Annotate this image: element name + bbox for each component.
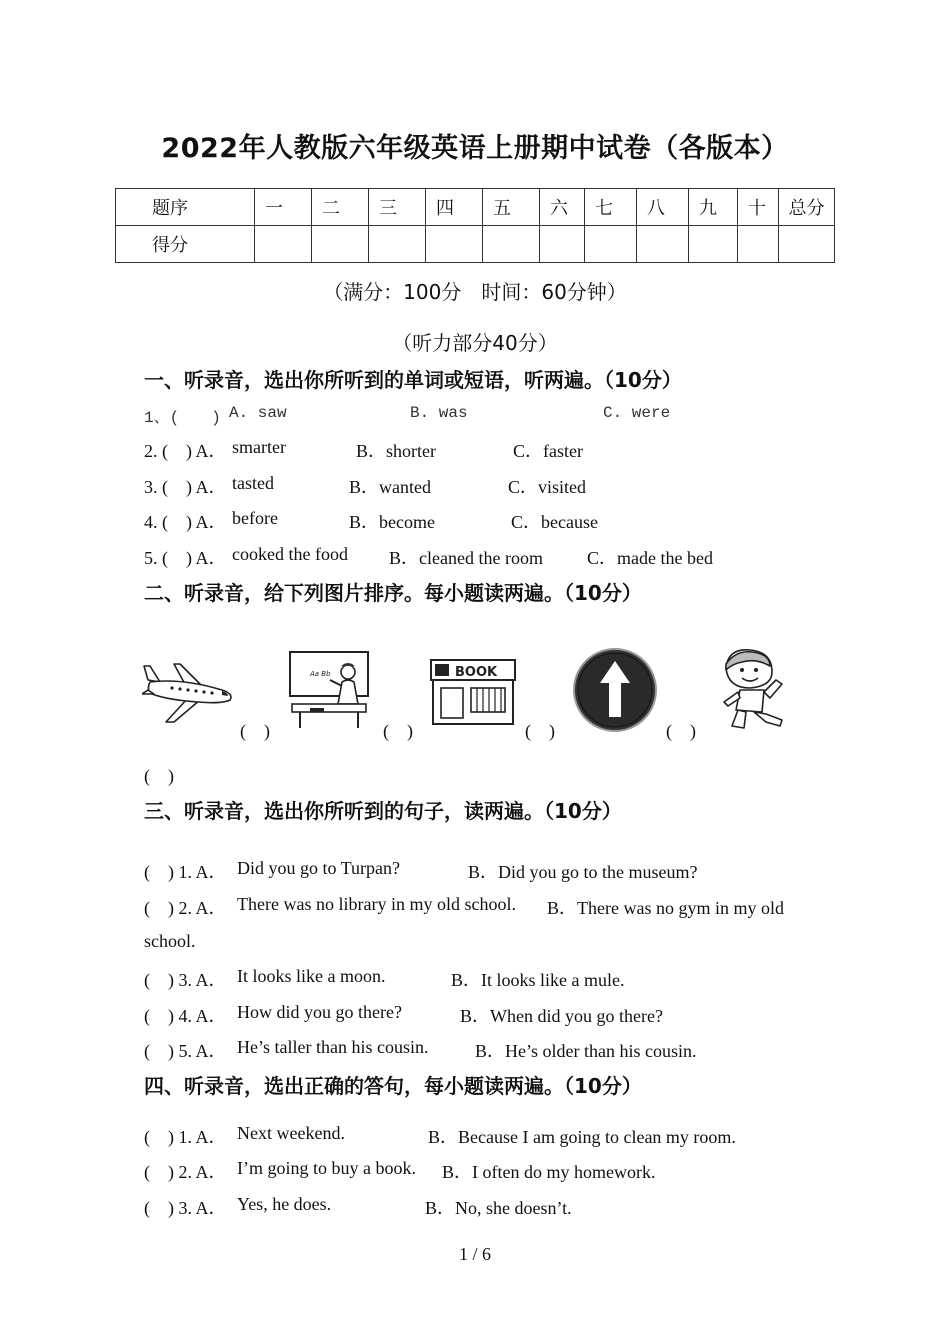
airplane-picture [142, 660, 236, 726]
score-table-score-row [116, 226, 835, 263]
score-cell[interactable] [255, 226, 312, 263]
section3-heading: 三、听录音，选出你所听到的句子，读两遍。（10分） [144, 799, 622, 823]
option-b: B．become [349, 512, 435, 532]
option-a: How did you go there? [237, 1002, 402, 1022]
table-cell: 九 [689, 189, 738, 226]
question-number: ( ) 2. A． [144, 1162, 227, 1182]
option-a: cooked the food [232, 544, 348, 564]
page-title: 2022年人教版六年级英语上册期中试卷（各版本） [161, 133, 789, 164]
option-b: B．It looks like a mule. [451, 970, 625, 990]
option-b: B．There was no gym in my old [547, 898, 784, 918]
score-table-header-row [116, 189, 835, 226]
waving-boy-picture [716, 646, 798, 732]
option-b: B．Because I am going to clean my room. [428, 1127, 736, 1147]
score-cell[interactable] [312, 226, 369, 263]
score-table [115, 188, 835, 263]
option-c: C．because [511, 512, 598, 532]
option-b: B．I often do my homework. [442, 1162, 656, 1182]
section1-heading: 一、听录音，选出你所听到的单词或短语，听两遍。（10分） [144, 368, 682, 392]
option-a: Next weekend. [237, 1123, 345, 1143]
question-number: ( ) 3. A． [144, 970, 227, 990]
question-number: 2. ( ) A． [144, 441, 227, 461]
table-cell: 四 [426, 189, 483, 226]
page-number: 1 / 6 [458, 1244, 491, 1264]
question-number: ( ) 1. A． [144, 862, 227, 882]
option-b: B. was [410, 404, 468, 422]
question-number: ( ) 5. A． [144, 1041, 227, 1061]
option-a: Yes, he does. [237, 1194, 332, 1214]
question-number: ( ) 1. A． [144, 1127, 227, 1147]
option-a: I’m going to buy a book. [237, 1158, 416, 1178]
score-cell[interactable] [369, 226, 426, 263]
table-cell: 三 [369, 189, 426, 226]
table-cell: 得分 [116, 226, 255, 263]
table-cell: 六 [540, 189, 585, 226]
table-cell: 一 [255, 189, 312, 226]
table-cell: 题序 [116, 189, 255, 226]
option-a: before [232, 508, 278, 528]
question-number: 3. ( ) A． [144, 477, 227, 497]
section4-heading: 四、听录音，选出正确的答句，每小题读两遍。（10分） [144, 1074, 642, 1098]
option-a: Did you go to Turpan? [237, 858, 401, 878]
option-b: B．Did you go to the museum? [468, 862, 698, 882]
question-number: ( ) 4. A． [144, 1006, 227, 1026]
answer-blank[interactable]: ( ) [666, 721, 696, 741]
option-a: smarter [232, 437, 286, 457]
score-cell[interactable] [426, 226, 483, 263]
option-a: It looks like a moon. [237, 966, 386, 986]
score-cell[interactable] [779, 226, 835, 263]
option-a: tasted [232, 473, 274, 493]
score-time-info: （满分：100分 时间：60分钟） [323, 280, 627, 304]
option-a: He’s taller than his cousin. [237, 1037, 429, 1057]
table-cell: 十 [738, 189, 779, 226]
question-number: 4. ( ) A． [144, 512, 227, 532]
book-sign: BOOK [455, 665, 498, 680]
answer-blank[interactable]: ( ) [525, 721, 555, 741]
option-b: B．No, she doesn’t. [425, 1198, 572, 1218]
arrow-up-sign-icon [572, 647, 658, 733]
answer-blank[interactable]: ( ) [383, 721, 413, 741]
answer-blank[interactable]: ( ) [240, 721, 270, 741]
option-b-wrap: school. [144, 931, 196, 951]
question-number: 1、( ) [144, 409, 221, 427]
question-number: ( ) 2. A． [144, 898, 227, 918]
answer-blank[interactable]: ( ) [144, 766, 174, 786]
option-b: B．cleaned the room [389, 548, 543, 568]
section2-heading: 二、听录音，给下列图片排序。每小题读两遍。（10分） [144, 581, 642, 605]
question-number: ( ) 3. A． [144, 1198, 227, 1218]
score-cell[interactable] [483, 226, 540, 263]
option-a: A. saw [229, 404, 287, 422]
listening-header: （听力部分40分） [392, 331, 558, 355]
score-cell[interactable] [689, 226, 738, 263]
option-a: There was no library in my old school. [237, 894, 516, 914]
bookstore-picture [427, 656, 519, 726]
option-b: B．shorter [356, 441, 436, 461]
table-cell: 总分 [779, 189, 835, 226]
score-cell[interactable] [540, 226, 585, 263]
option-c: C．faster [513, 441, 583, 461]
table-cell: 七 [585, 189, 637, 226]
score-cell[interactable] [738, 226, 779, 263]
option-c: C．visited [508, 477, 587, 497]
option-b: B．wanted [349, 477, 431, 497]
board-text: Aa Bb [310, 670, 331, 678]
score-cell[interactable] [585, 226, 637, 263]
question-number: 5. ( ) A． [144, 548, 227, 568]
score-cell[interactable] [637, 226, 689, 263]
table-cell: 八 [637, 189, 689, 226]
option-c: C．made the bed [587, 548, 713, 568]
option-b: B．When did you go there? [460, 1006, 663, 1026]
option-b: B．He’s older than his cousin. [475, 1041, 697, 1061]
table-cell: 五 [483, 189, 540, 226]
classroom-picture [286, 650, 372, 730]
table-cell: 二 [312, 189, 369, 226]
option-c: C. were [603, 404, 671, 422]
